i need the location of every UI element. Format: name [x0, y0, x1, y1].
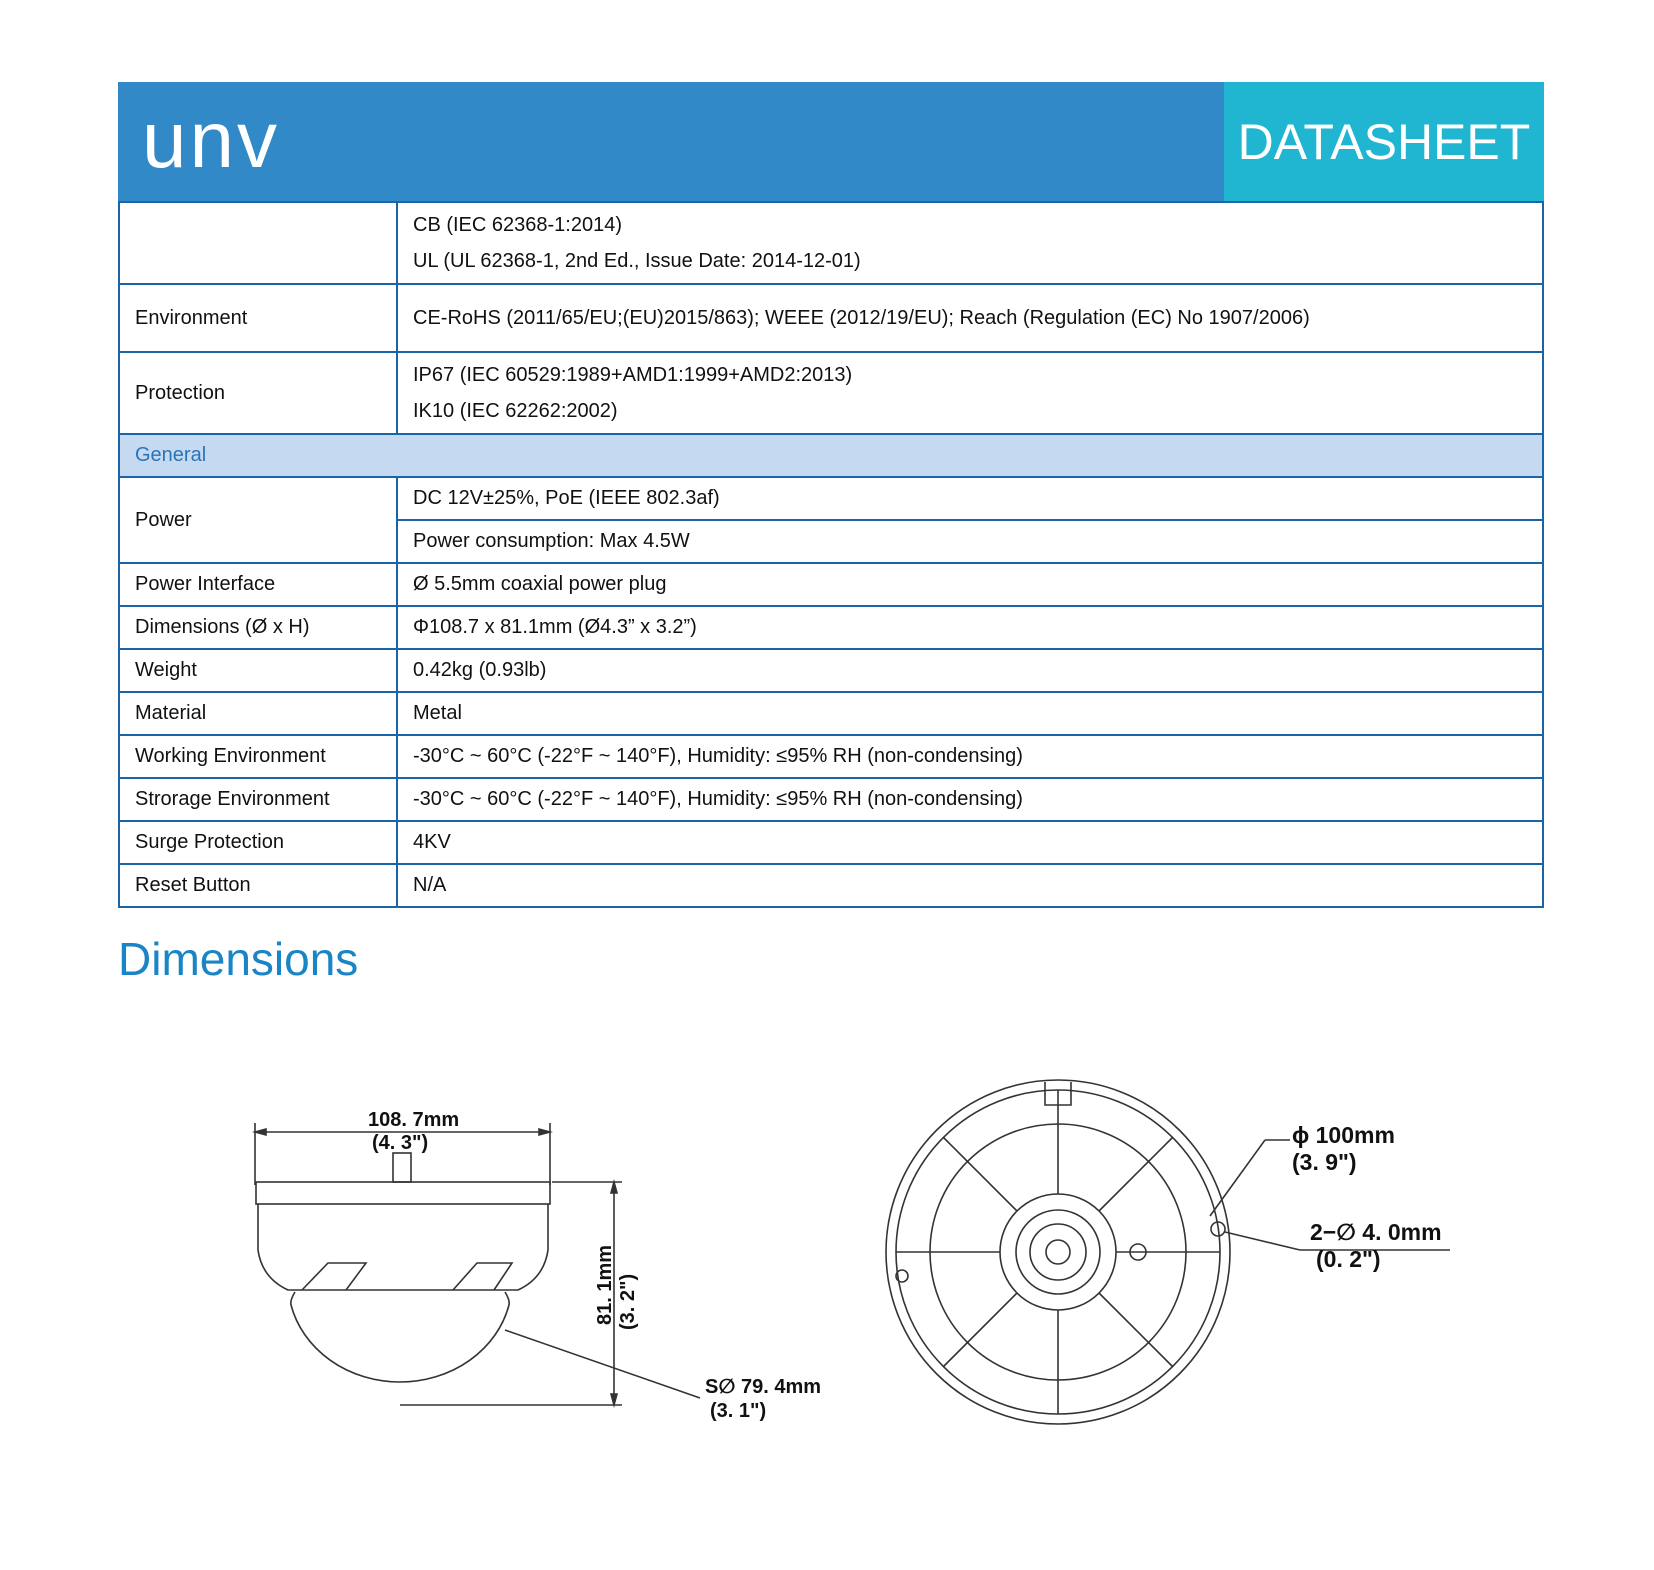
sphere-in-label: (3. 1") [710, 1400, 767, 1422]
row-label: Reset Button [119, 864, 397, 907]
datasheet-badge: DATASHEET [1224, 82, 1544, 201]
value-line: IP67 (IEC 60529:1989+AMD1:1999+AMD2:2013) [413, 364, 853, 386]
row-label: Power [119, 477, 397, 563]
hole-in-label: (0. 2") [1316, 1246, 1381, 1272]
diameter-mm-label: ϕ 100mm [1292, 1122, 1395, 1148]
unv-logo: unv [142, 94, 280, 184]
row-value: Φ108.7 x 81.1mm (Ø4.3” x 3.2”) [397, 606, 1543, 649]
row-label: Surge Protection [119, 821, 397, 864]
row-value: N/A [397, 864, 1543, 907]
row-label: Environment [119, 284, 397, 352]
sphere-mm-label: S∅ 79. 4mm [705, 1376, 822, 1398]
row-label: Dimensions (Ø x H) [119, 606, 397, 649]
diameter-in-label: (3. 9") [1292, 1149, 1357, 1175]
row-value: -30°C ~ 60°C (-22°F ~ 140°F), Humidity: ≤95% RH (non-condensing) [397, 735, 1543, 778]
row-label: Power Interface [119, 563, 397, 606]
hole-mm-label: 2−∅ 4. 0mm [1310, 1219, 1442, 1245]
value-line: CB (IEC 62368-1:2014) [413, 214, 623, 236]
width-in-label: (4. 3") [372, 1132, 429, 1154]
row-value: 4KV [397, 821, 1543, 864]
dimensions-heading: Dimensions [118, 933, 359, 985]
row-value: CE-RoHS (2011/65/EU;(EU)2015/863); WEEE (2012/19/EU); Reach (Regulation (EC) No 1907/2006) [397, 284, 1543, 352]
row-value: Metal [397, 692, 1543, 735]
row-label: Weight [119, 649, 397, 692]
section-title: General [119, 434, 1543, 477]
row-value: Power consumption: Max 4.5W [397, 520, 1543, 563]
row-value: 0.42kg (0.93lb) [397, 649, 1543, 692]
row-value: DC 12V±25%, PoE (IEEE 802.3af) [397, 477, 1543, 520]
value-line: UL (UL 62368-1, 2nd Ed., Issue Date: 2014-12-01) [413, 250, 861, 272]
height-in-label: (3. 2") [617, 1273, 639, 1330]
side-view-drawing [255, 1123, 700, 1405]
row-label: Material [119, 692, 397, 735]
height-mm-label: 81. 1mm [594, 1244, 616, 1325]
width-mm-label: 108. 7mm [368, 1109, 460, 1131]
row-value: Ø 5.5mm coaxial power plug [397, 563, 1543, 606]
row-label: Working Environment [119, 735, 397, 778]
row-label: Strorage Environment [119, 778, 397, 821]
row-value: -30°C ~ 60°C (-22°F ~ 140°F), Humidity: ≤95% RH (non-condensing) [397, 778, 1543, 821]
row-label: Protection [119, 352, 397, 434]
value-line: IK10 (IEC 62262:2002) [413, 400, 618, 422]
